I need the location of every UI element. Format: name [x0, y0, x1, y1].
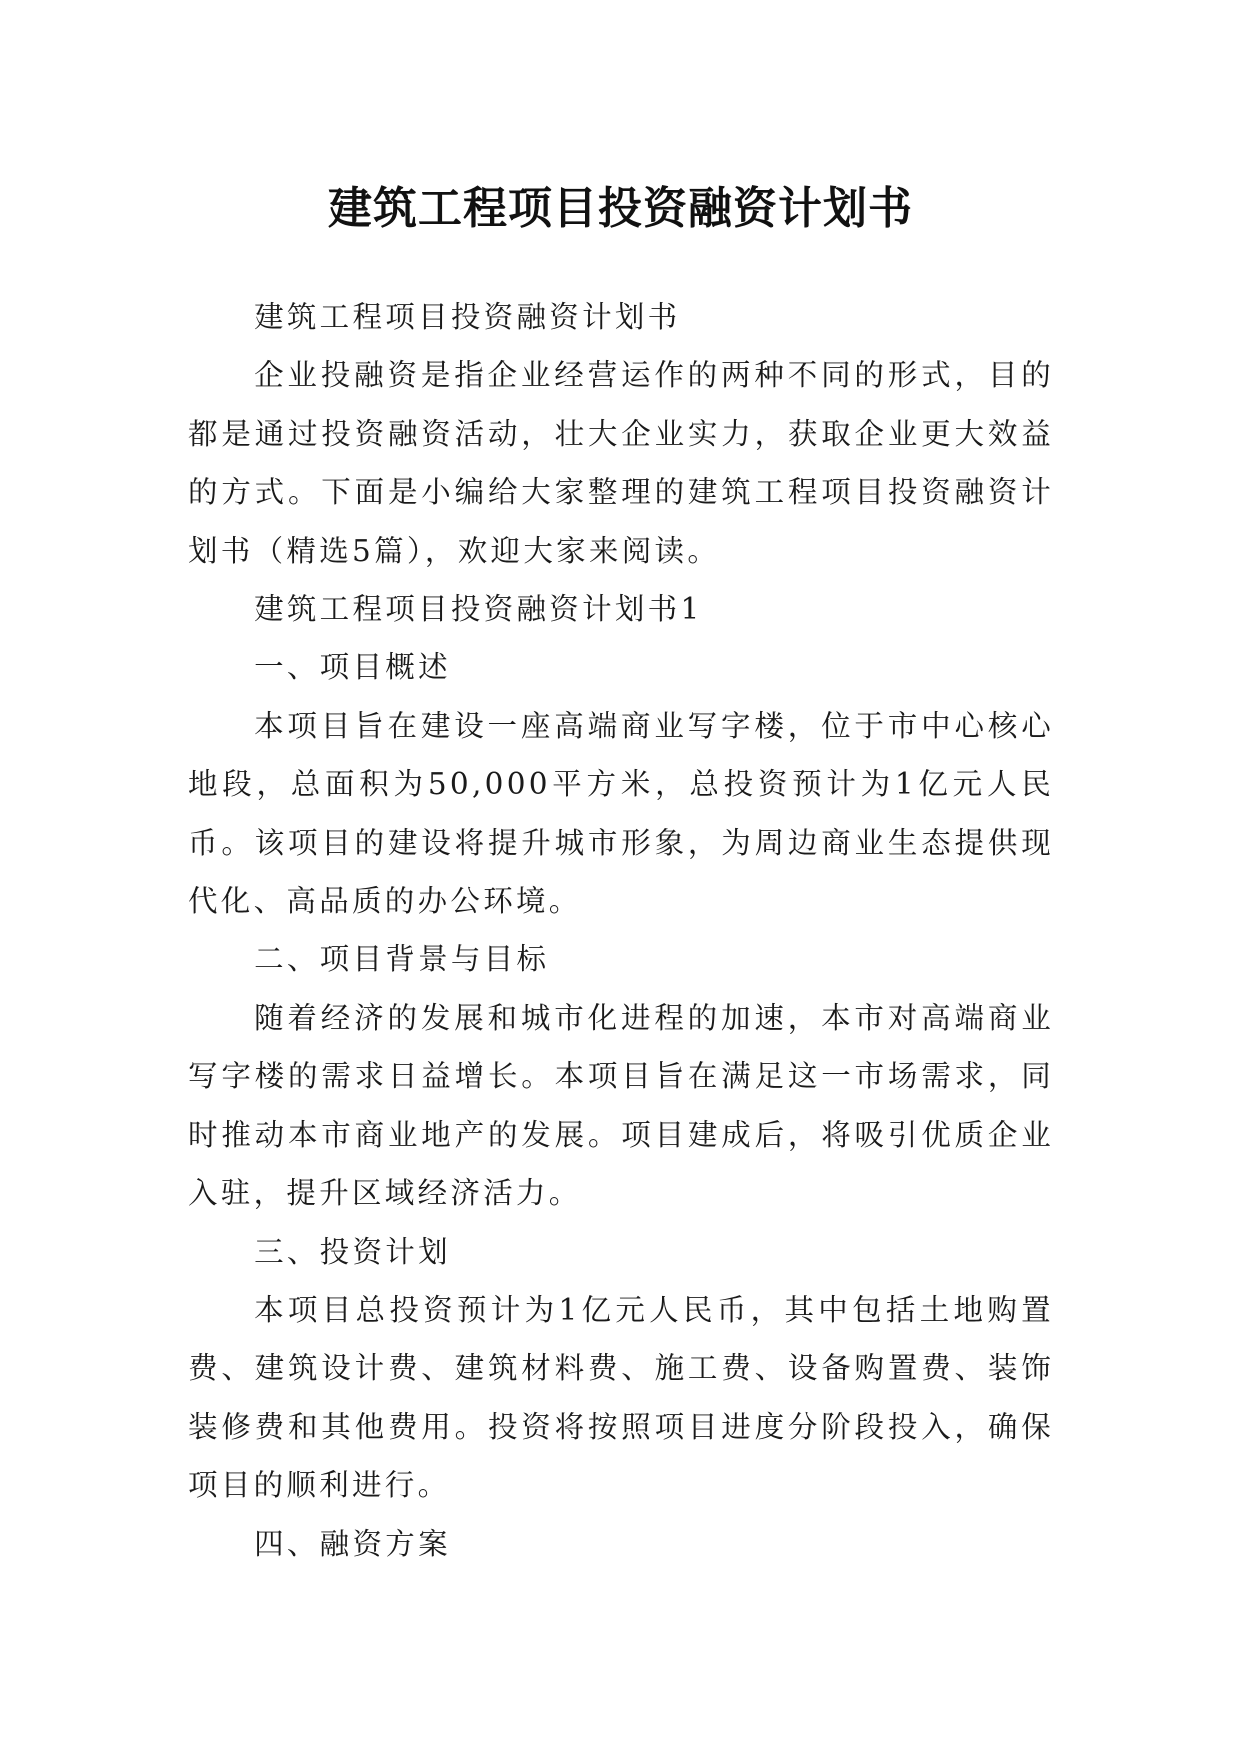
- body-paragraph: 本项目总投资预计为1亿元人民币，其中包括土地购置费、建筑设计费、建筑材料费、施工费、设备购置费、装饰装修费和其他费用。投资将按照项目进度分阶段投入，确保项目的顺利进行。: [188, 1292, 1054, 1503]
- subtitle-paragraph: 建筑工程项目投资融资计划书: [254, 300, 681, 334]
- section-heading: 建筑工程项目投资融资计划书1: [254, 592, 703, 627]
- section-heading: 二、项目背景与目标: [254, 942, 550, 977]
- section-heading: 三、投资计划: [254, 1234, 451, 1269]
- body-paragraph: 随着经济的发展和城市化进程的加速，本市对高端商业写字楼的需求日益增长。本项目旨在满足这一市场需求，同时推动本市商业地产的发展。项目建成后，将吸引优质企业入驻，提升区域经济活力。: [188, 1000, 1054, 1211]
- intro-paragraph: 企业投融资是指企业经营运作的两种不同的形式，目的都是通过投资融资活动，壮大企业实力，获取企业更大效益的方式。下面是小编给大家整理的建筑工程项目投资融资计划书（精选5篇），欢迎大家来阅读。: [188, 358, 1054, 568]
- document-title: 建筑工程项目投资融资计划书: [328, 183, 913, 235]
- section-heading: 四、融资方案: [254, 1526, 451, 1561]
- body-paragraph: 本项目旨在建设一座高端商业写字楼，位于市中心核心地段，总面积为50,000平方米，总投资预计为1亿元人民币。该项目的建设将提升城市形象，为周边商业生态提供现代化、高品质的办公环境。: [188, 708, 1054, 919]
- section-heading: 一、项目概述: [254, 650, 451, 685]
- document-body: [188, 288, 1054, 1573]
